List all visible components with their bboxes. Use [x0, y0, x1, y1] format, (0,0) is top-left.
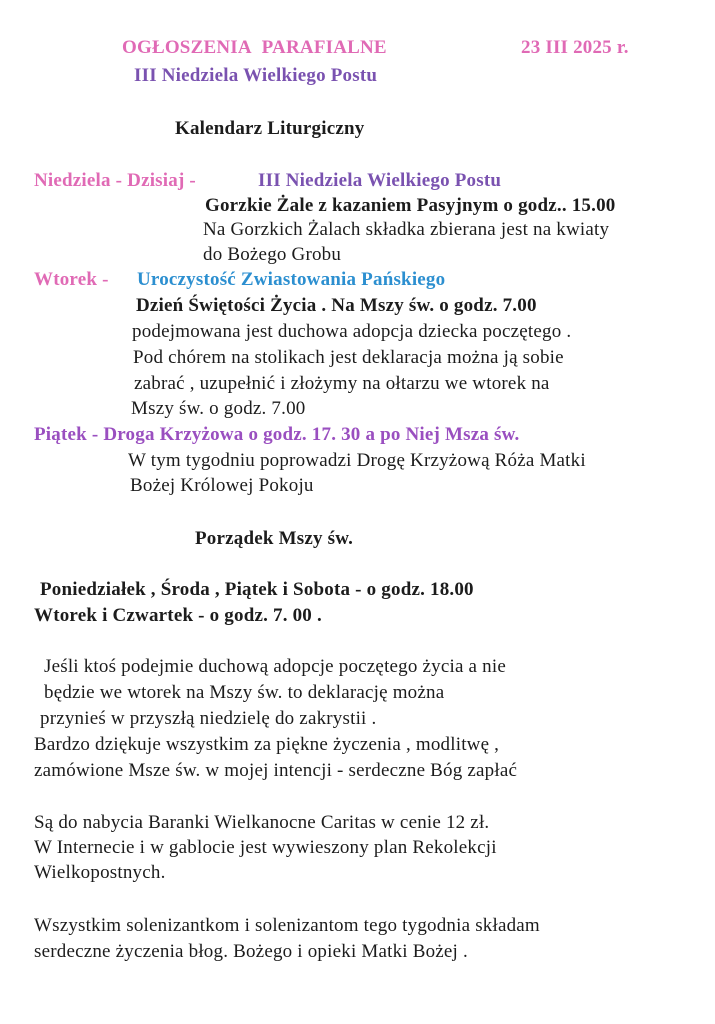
announcement-line: Wszystkim solenizantkom i solenizantom tego tygodnia składam: [34, 915, 540, 936]
tuesday-note: Pod chórem na stolikach jest deklaracja można ją sobie: [133, 347, 564, 368]
tuesday-note: zabrać , uzupełnić i złożymy na ołtarzu we wtorek na: [134, 373, 550, 394]
sunday-event: Gorzkie Żale z kazaniem Pasyjnym o godz.. 15.00: [205, 195, 616, 216]
announcement-line: Są do nabycia Baranki Wielkanocne Caritas w cenie 12 zł.: [34, 812, 490, 833]
announcement-line: serdeczne życzenia błog. Bożego i opieki Matki Bożej .: [34, 941, 468, 962]
tuesday-event: Dzień Świętości Życia . Na Mszy św. o godz. 7.00: [136, 295, 537, 316]
date: 23 III 2025 r.: [521, 37, 629, 58]
tuesday-note: Mszy św. o godz. 7.00: [131, 398, 306, 419]
page-title: OGŁOSZENIA PARAFIALNE: [122, 37, 387, 58]
sunday-note: Na Gorzkich Żalach składka zbierana jest na kwiaty: [203, 219, 610, 240]
tuesday-label: Wtorek -: [34, 269, 109, 290]
announcement-line: przynieś w przyszłą niedzielę do zakrystii .: [40, 708, 377, 729]
tuesday-note: podejmowana jest duchowa adopcja dziecka poczętego .: [132, 321, 572, 342]
friday-note: Bożej Królowej Pokoju: [130, 475, 314, 496]
sunday-feast: III Niedziela Wielkiego Postu: [258, 170, 502, 191]
calendar-heading: Kalendarz Liturgiczny: [175, 118, 365, 139]
mass-row: Wtorek i Czwartek - o godz. 7. 00 .: [34, 605, 322, 626]
announcement-line: Bardzo dziękuje wszystkim za piękne życzenia , modlitwę ,: [34, 734, 500, 755]
announcement-line: będzie we wtorek na Mszy św. to deklarację można: [44, 682, 445, 703]
announcement-line: zamówione Msze św. w mojej intencji - serdeczne Bóg zapłać: [34, 760, 518, 781]
subtitle: III Niedziela Wielkiego Postu: [134, 65, 378, 86]
sunday-note: do Bożego Grobu: [203, 244, 342, 265]
friday-note: W tym tygodniu poprowadzi Drogę Krzyżową Róża Matki: [128, 450, 586, 471]
announcement-line: Jeśli ktoś podejmie duchową adopcje poczętego życia a nie: [44, 656, 506, 677]
mass-schedule-heading: Porządek Mszy św.: [195, 528, 354, 549]
friday-event: Piątek - Droga Krzyżowa o godz. 17. 30 a po Niej Msza św.: [34, 424, 520, 445]
mass-row: Poniedziałek , Środa , Piątek i Sobota - o godz. 18.00: [40, 579, 474, 600]
announcement-line: Wielkopostnych.: [34, 862, 166, 883]
sunday-label: Niedziela - Dzisiaj -: [34, 170, 196, 191]
announcement-line: W Internecie i w gablocie jest wywieszony plan Rekolekcji: [34, 837, 497, 858]
tuesday-feast: Uroczystość Zwiastowania Pańskiego: [137, 269, 446, 290]
